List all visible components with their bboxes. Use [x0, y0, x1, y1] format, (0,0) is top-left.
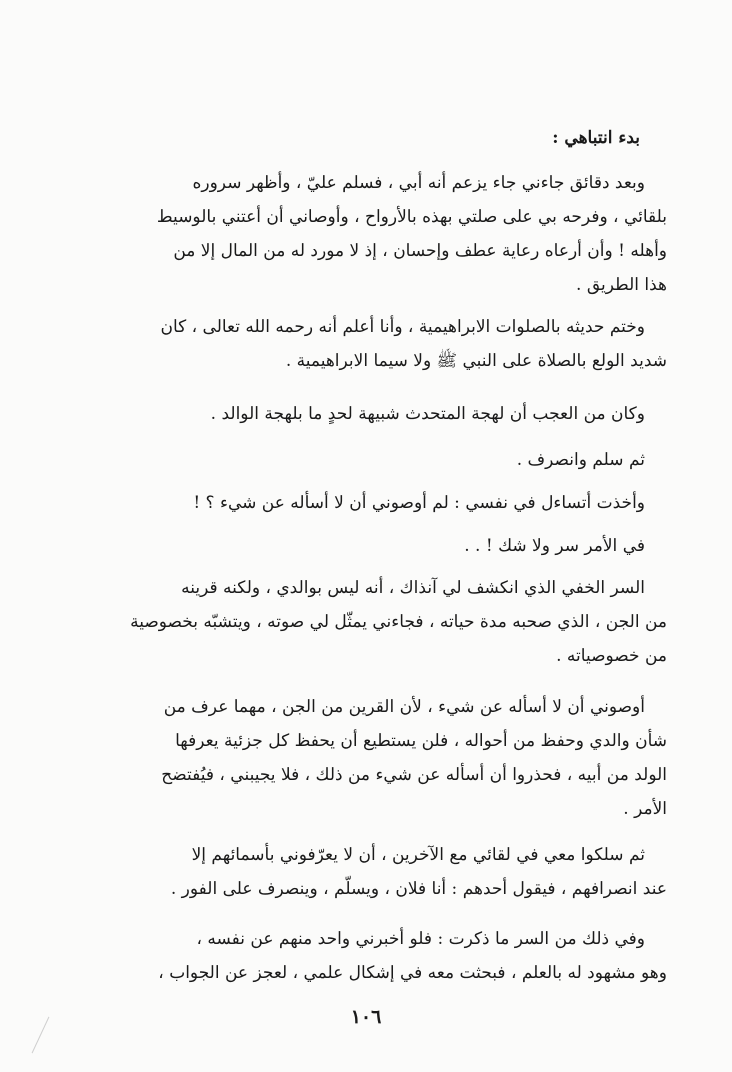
text-line: وأهله ! وأن أرعاه رعاية عطف وإحسان ، إذ لا مورد له من المال إلا من — [173, 241, 667, 261]
text-line: السر الخفي الذي انكشف لي آنذاك ، أنه ليس بوالدي ، ولكنه قرينه — [181, 578, 645, 598]
section-heading: بدء انتباهي : — [552, 128, 640, 148]
text-line: وهو مشهود له بالعلم ، فبحثت معه في إشكال علمي ، لعجز عن الجواب ، — [158, 963, 667, 983]
paragraph-7 — [60, 571, 667, 673]
page-number: ١٠٦ — [350, 1006, 382, 1028]
text-line: وكان من العجب أن لهجة المتحدث شبيهة لحدٍ ما بلهجة الوالد . — [210, 404, 645, 424]
paragraph-9 — [60, 838, 667, 906]
text-line: هذا الطريق . — [576, 275, 667, 295]
text-line: وبعد دقائق جاءني جاء يزعم أنه أبي ، فسلم عليّ ، وأظهر سروره — [192, 173, 645, 193]
text-line: ثم سلم وانصرف . — [516, 450, 645, 470]
text-line: وفي ذلك من السر ما ذكرت : فلو أخبرني واحد منهم عن نفسه ، — [196, 929, 645, 949]
text-line: الولد من أبيه ، فحذروا أن أسأله عن شيء من ذلك ، فلا يجيبني ، فيُفتضح — [161, 765, 667, 785]
text-line: شأن والدي وحفظ من أحواله ، فلن يستطيع أن يحفظ كل جزئية يعرفها — [175, 731, 667, 751]
paragraph-1 — [60, 166, 667, 302]
text-line: وأخذت أتساءل في نفسي : لم أوصوني أن لا أسأله عن شيء ؟ ! — [193, 493, 645, 513]
paragraph-4 — [60, 443, 667, 477]
text-line: وختم حديثه بالصلوات الابراهيمية ، وأنا أعلم أنه رحمه الله تعالى ، كان — [160, 317, 645, 337]
text-line: في الأمر سر ولا شك ! . . — [464, 536, 645, 556]
paragraph-5 — [60, 486, 667, 520]
text-line: ثم سلكوا معي في لقائي مع الآخرين ، أن لا يعرّفوني بأسمائهم إلا — [191, 845, 645, 865]
text-line: عند انصرافهم ، فيقول أحدهم : أنا فلان ، ويسلّم ، وينصرف على الفور . — [170, 879, 667, 899]
paragraph-2 — [60, 310, 667, 378]
text-line: بلقائي ، وفرحه بي على صلتي بهذه بالأرواح ، وأوصاني أن أعتني بالوسيط — [156, 207, 667, 227]
text-line: من الجن ، الذي صحبه مدة حياته ، فجاءني يمثّل لي صوته ، ويتشبّه بخصوصية — [130, 612, 667, 632]
text-line: أوصوني أن لا أسأله عن شيء ، لأن القرين من الجن ، مهما عرف من — [163, 697, 645, 717]
text-line: من خصوصياته . — [556, 646, 667, 666]
paragraph-8 — [60, 690, 667, 826]
paragraph-6 — [60, 529, 667, 563]
text-line: الأمر . — [623, 799, 667, 819]
paragraph-3 — [60, 397, 667, 431]
paragraph-10 — [60, 922, 667, 990]
text-line: شديد الولع بالصلاة على النبي ﷺ ولا سيما الابراهيمية . — [285, 351, 667, 371]
